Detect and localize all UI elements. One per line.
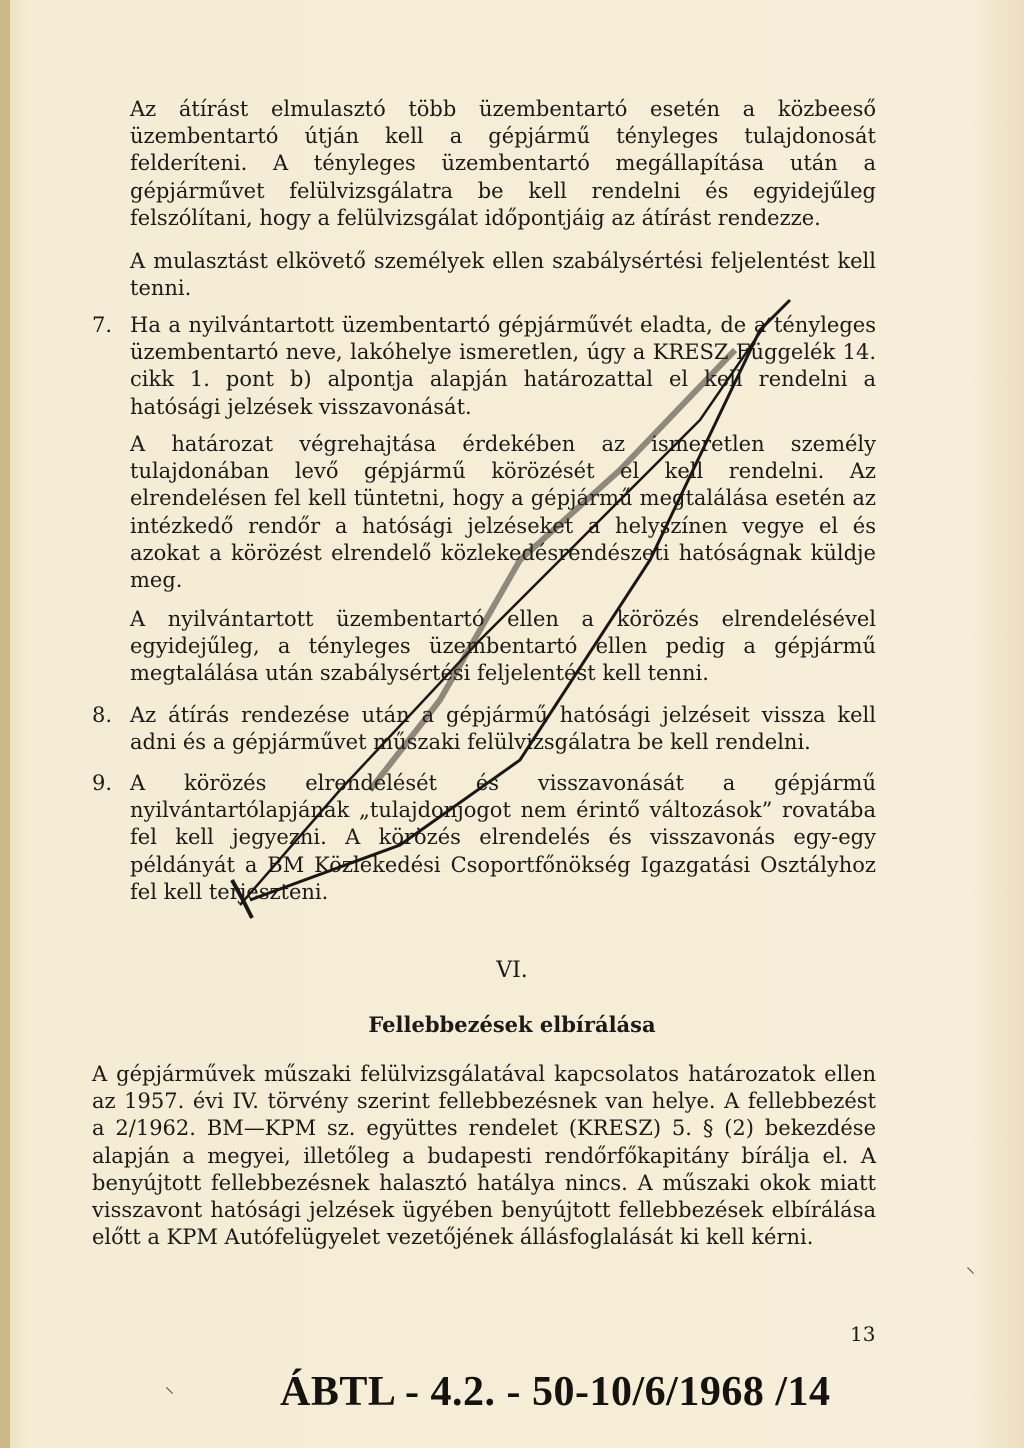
section-number: VI.	[496, 958, 528, 983]
page-number: 13	[850, 1322, 876, 1346]
item-7-text-2: A határozat végrehajtása érdekében az ismeretlen személy tulajdonában levő gépjármű körözését el kell rendelni. Az elrendelésen fel kell tüntetni, hogy a gépjármű megtalálása esetén az intézkedő rendőr a hatósági jelzéseket a helyszínen vegye el és azokat a körözést elrendelő közlekedésrendészeti hatóságnak küldje meg.	[130, 432, 876, 593]
item-8-paragraph	[130, 702, 876, 756]
paragraph-2: A mulasztást elkövető személyek ellen szabálysértési feljelentést kell tenni.	[130, 249, 876, 301]
paragraph-1: Az átírást elmulasztó több üzembentartó esetén a közbeeső üzembentartó útján kell a gépjármű tényleges tulajdonosát felderíteni. A tényleges üzembentartó megállapítása után a gépjárművet felülvizsgálatra be kell rendelni és egyidejűleg felszólítani, hogy a felülvizsgálat időpontjáig az átírást rendezze.	[130, 97, 876, 230]
item-9-number: 9.	[92, 771, 113, 795]
item-8-number: 8.	[92, 703, 113, 727]
item-9-paragraph	[130, 770, 876, 906]
page-edge	[0, 0, 10, 1448]
margin-mark-left: ⸌	[165, 1384, 174, 1405]
margin-mark-right: ⸌	[966, 1264, 975, 1285]
item-7-paragraph-2	[130, 431, 876, 594]
item-7-text-3: A nyilvántartott üzembentartó ellen a körözés elrendelésével egyidejűleg, a tényleges üzembentartó ellen pedig a gépjármű megtalálása után szabálysértési feljelentést kell tenni.	[130, 607, 876, 686]
item-7-number: 7.	[92, 313, 113, 337]
section-text: A gépjárművek műszaki felülvizsgálatával kapcsolatos határozatok ellen az 1957. évi IV. törvény szerint fellebbezésnek van helye. A fellebbezést a 2/1962. BM—KPM sz. együttes rendelet (KRESZ) 5. § (2) bekezdése alapján a megyei, illetőleg a budapesti rendőrfőkapitány bírálja el. A benyújtott fellebbezésnek halasztó hatálya nincs. A műszaki okok miatt visszavont hatósági jelzések ügyében benyújtott fellebbezések elbírálása előtt a KPM Autófelügyelet vezetőjének állásfoglalását ki kell kérni.	[92, 1062, 876, 1250]
intro-paragraph-2	[130, 248, 876, 302]
item-7-paragraph-3	[130, 606, 876, 688]
item-7-paragraph-1	[130, 312, 876, 421]
intro-paragraph	[130, 96, 876, 232]
item-7-text-1: Ha a nyilvántartott üzembentartó gépjárművét eladta, de a tényleges üzembentartó neve, lakóhelye ismeretlen, úgy a KRESZ Függelék 14. cikk 1. pont b) alpontja alapján határozattal el kell rendelni a hatósági jelzések visszavonását.	[130, 313, 876, 419]
item-8-text: Az átírás rendezése után a gépjármű hatósági jelzéseit vissza kell adni és a gépjárművet műszaki felülvizsgálatra be kell rendelni.	[130, 703, 876, 755]
section-paragraph	[92, 1061, 876, 1251]
archive-reference-stamp: ÁBTL - 4.2. - 50-10/6/1968 /14	[280, 1369, 831, 1415]
section-title: Fellebbezések elbírálása	[368, 1012, 656, 1037]
item-9-text: A körözés elrendelését és visszavonását a gépjármű nyilvántartólapjának „tulajdonjogot nem érintő változások” rovatába fel kell jegyezni. A körözés elrendelés és visszavonás egy-egy példányát a BM Közlekedési Csoportfőnökség Igazgatási Osztályhoz fel kell terjeszteni.	[130, 771, 876, 904]
